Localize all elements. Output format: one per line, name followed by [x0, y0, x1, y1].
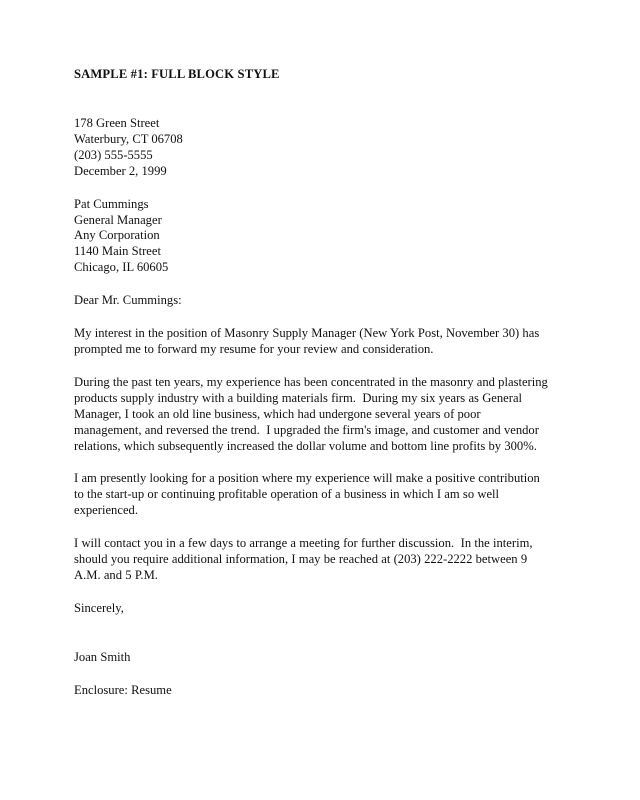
sender-address-block [74, 116, 550, 180]
body-paragraph-4: I will contact you in a few days to arrange a meeting for further discussion. In the interim, should you require additional information, I may be reached at (203) 222-2222 between 9 A.M. and 5 P.M. [74, 536, 536, 582]
recipient-company: Any Corporation [74, 228, 160, 243]
spacer-after-signature [74, 666, 550, 683]
sender-phone: (203) 555-5555 [74, 147, 153, 162]
recipient-name: Pat Cummings [74, 196, 149, 211]
recipient-city-state-zip: Chicago, IL 60605 [74, 260, 169, 275]
spacer-after-paragraph-3 [74, 519, 550, 536]
body-paragraph-1: My interest in the position of Masonry Supply Manager (New York Post, November 30) has prompted me to forward my resume for your review and consideration. [74, 326, 543, 356]
spacer-after-title [74, 82, 550, 116]
salutation: Dear Mr. Cummings: [74, 293, 182, 308]
spacer-after-salutation [74, 309, 550, 326]
signature-name: Joan Smith [74, 649, 131, 664]
spacer-after-sender [74, 180, 550, 197]
spacer-after-paragraph-1 [74, 358, 550, 375]
page-title: SAMPLE #1: FULL BLOCK STYLE [74, 67, 280, 81]
recipient-street: 1140 Main Street [74, 244, 161, 259]
spacer-after-recipient [74, 276, 550, 293]
sender-city-state-zip: Waterbury, CT 06708 [74, 131, 183, 146]
body-paragraph-2: During the past ten years, my experience has been concentrated in the masonry and plastering products supply industry with a building materials firm. During my six years as General Manager, I took an old line business, which had undergone several years of poor management, and reversed the trend. I upgraded the firm's image, and customer and vendor relations, which subsequently increased the dollar volume and bottom line profits by 300%. [74, 374, 552, 453]
spacer-after-paragraph-2 [74, 454, 550, 471]
recipient-job-title: General Manager [74, 212, 162, 227]
letter-date: December 2, 1999 [74, 163, 167, 178]
signature-space [74, 617, 550, 650]
recipient-address-block [74, 197, 550, 277]
enclosure-note: Enclosure: Resume [74, 682, 172, 697]
closing-salutation: Sincerely, [74, 600, 124, 615]
body-paragraph-3: I am presently looking for a position where my experience will make a positive contribution to the start-up or continuing profitable operation of a business in which I am so well experienced. [74, 471, 544, 518]
sender-street: 178 Green Street [74, 116, 160, 130]
spacer-after-paragraph-4 [74, 584, 550, 601]
letter-content [74, 66, 550, 699]
